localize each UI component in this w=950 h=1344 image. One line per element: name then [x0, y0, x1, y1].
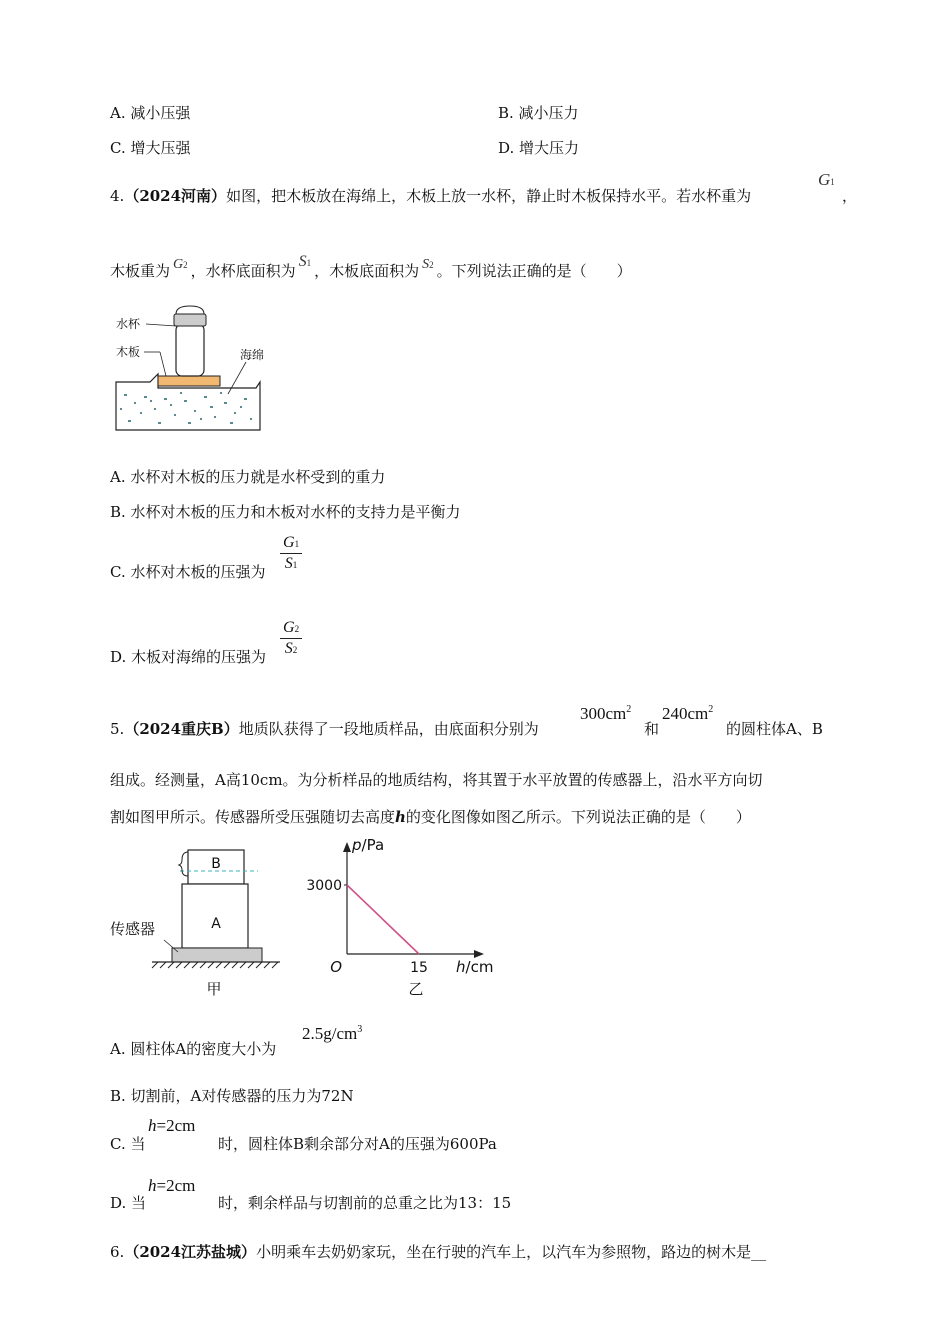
q4-sponge-figure: [110, 304, 270, 436]
q5-option-b: B. 切割前，A对传感器的压力为72N: [110, 1087, 354, 1105]
q5-stem-line1: 5.（2024重庆B）地质队获得了一段地质样品，由底面积分别为: [110, 720, 539, 738]
q4-stem-line1: [110, 185, 751, 206]
q3-option-b: B. 减小压力: [498, 104, 579, 122]
q4-g2: G2: [173, 257, 188, 272]
q5-option-a: A. 圆柱体A的密度大小为: [110, 1040, 277, 1058]
q4-option-d: D. 木板对海绵的压强为: [110, 648, 267, 666]
caption-jia: 甲: [206, 980, 222, 998]
label-board: 木板: [116, 345, 141, 359]
q5-area1: $300cm^2$: [580, 704, 632, 723]
y-tick-label: 3000: [306, 878, 342, 894]
q3-option-d: D. 增大压力: [498, 139, 580, 157]
y-axis-label: p/Pa: [352, 836, 385, 854]
q4-fraction-d: $\frac{G2}{S2}$: [280, 619, 302, 658]
q6-stem: 6.（2024江苏盐城）小明乘车去奶奶家玩，坐在行驶的汽车上，以汽车为参照物，路边的树木是__: [110, 1243, 767, 1261]
q5-stem-line2: 组成。经测量，A高10cm。为分析样品的地质结构，将其置于水平放置的传感器上，沿水平方向切: [110, 771, 763, 789]
q5-density: $2.5g/cm^3$: [302, 1024, 363, 1043]
x-axis-label: h/cm: [456, 958, 494, 976]
q4-stem-text1: 如图，把木板放在海绵上，木板上放一水杯，静止时木板保持水平。若水杯重为: [226, 187, 752, 205]
q4-stem-line2: 木板重为 G2 ，水杯底面积为S1 ，木板底面积为 S2 。下列说法正确的是（ ）: [110, 253, 632, 280]
board-rect: [158, 376, 220, 386]
q5-area2: $240cm^2$: [662, 704, 714, 723]
q5-figure-yi-chart: [300, 832, 500, 1000]
origin-label: O: [330, 958, 342, 976]
q4-s1: S1: [298, 253, 312, 270]
q4-option-b: B. 水杯对木板的压力和木板对水杯的支持力是平衡力: [110, 503, 461, 521]
q4-fraction-c: $\frac{G1}{S1}$: [280, 534, 302, 573]
q5-option-d-text: 时，剩余样品与切割前的总重之比为13：15: [218, 1194, 512, 1212]
caption-yi: 乙: [408, 980, 424, 998]
label-a: A: [211, 916, 221, 932]
x-tick-label: 15: [410, 960, 428, 976]
pressure-line: [347, 885, 419, 954]
label-sponge: 海绵: [240, 348, 265, 362]
y-axis-arrow: [343, 842, 351, 852]
q5-option-d-prefix: D. 当: [110, 1194, 147, 1212]
q5-figure-jia: [108, 840, 288, 1000]
q3-option-c: C. 增大压强: [110, 139, 191, 157]
q5-area-and: 和: [644, 720, 660, 738]
q4-comma: ，: [842, 187, 858, 205]
label-b: B: [211, 856, 221, 872]
cup-lid: [174, 314, 206, 326]
q4-option-a: A. 水杯对木板的压力就是水杯受到的重力: [110, 468, 386, 486]
label-sensor: 传感器: [110, 920, 156, 938]
q5-stem-line3: 割如图甲所示。传感器所受压强随切去高度h的变化图像如图乙所示。下列说法正确的是（ ）: [110, 808, 751, 826]
q5-stem-line1-end: 的圆柱体A、B: [726, 720, 823, 738]
sensor-plate: [172, 948, 262, 962]
x-axis-arrow: [474, 950, 484, 958]
q5-option-c-text: 时，圆柱体B剩余部分对A的压强为600Pa: [218, 1135, 497, 1153]
q5-option-c-h: h=2cm: [148, 1116, 196, 1135]
cup-body: [176, 324, 204, 376]
q4-s2: S2: [422, 257, 434, 272]
q3-option-a: A. 减小压强: [110, 104, 191, 122]
q4-source: （2024河南）: [124, 187, 227, 205]
q4-g1: G1: [818, 170, 835, 189]
q4-number: 4.: [110, 187, 125, 205]
label-cup: 水杯: [116, 317, 141, 331]
q4-option-c: C. 水杯对木板的压强为: [110, 563, 266, 581]
q5-option-c-prefix: C. 当: [110, 1135, 146, 1153]
q6-source: （2024江苏盐城）: [124, 1243, 257, 1261]
q5-source: （2024重庆B）: [124, 720, 239, 738]
q5-option-d-h: h=2cm: [148, 1176, 196, 1195]
